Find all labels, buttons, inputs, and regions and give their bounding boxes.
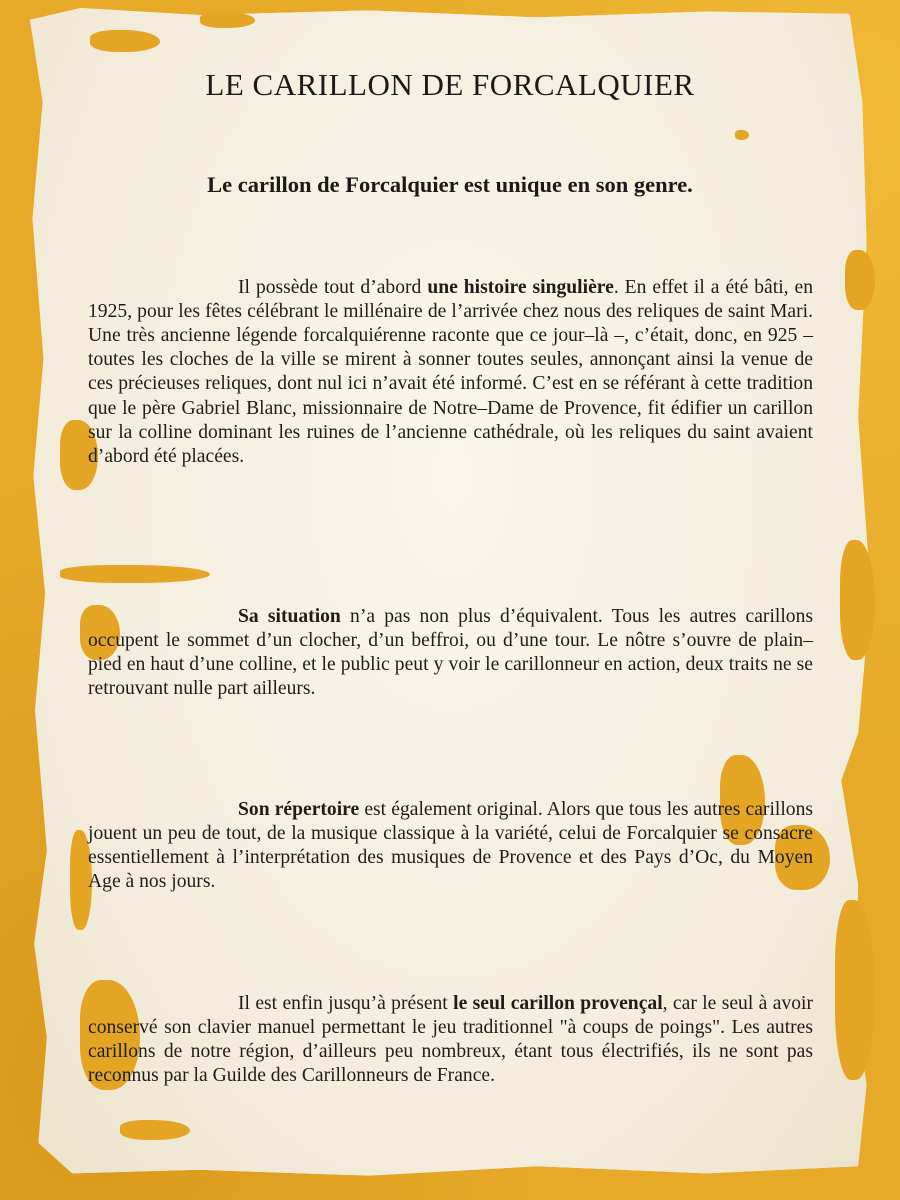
peeled-paper-chip	[845, 250, 875, 310]
peeled-paper-chip	[120, 1120, 190, 1140]
document-subtitle: Le carillon de Forcalquier est unique en son genre.	[207, 172, 693, 197]
paragraph-body: n’a pas non plus d’équivalent. Tous les autres carillons occupent le sommet d’un clocher, d’un beffroi, ou d’une tour. Le nôtre s’ouvre de plain–pied en haut d’une colline, et le public peut y voir le carillonneur en action, deux traits ne se retrouvant nulle part ailleurs.	[88, 605, 814, 700]
paragraph-highlight: une histoire singulière	[427, 276, 614, 298]
paragraph-history	[88, 276, 813, 470]
peeled-paper-chip	[90, 30, 160, 52]
peeled-paper-chip	[200, 12, 255, 28]
paragraph-lead: Il possède tout d’abord	[238, 276, 428, 298]
paragraph-body: . En effet il a été bâti, en 1925, pour les fêtes célébrant le millénaire de l’arrivée chez nous des reliques de saint Mari. Une très ancienne légende forcalquiérenne raconte que ce jour–là –, c’était, donc, en 925 – toutes les cloches de la ville se mirent à sonner toutes seules, annonçant ainsi la venue de ces précieuses reliques, dont nul ici n’avait été informé. C’est en se référant à cette tradition que le père Gabriel Blanc, missionnaire de Notre–Dame de Provence, fit édifier un carillon sur la colline dominant les ruines de l’ancienne cathédrale, où les reliques du saint avaient d’abord été placées.	[88, 276, 814, 468]
paragraph-situation	[88, 605, 813, 702]
paragraph-repertoire	[88, 798, 813, 895]
peeled-paper-chip	[840, 540, 875, 660]
paragraph-body: est également original. Alors que tous les autres carillons jouent un peu de tout, de la musique classique à la variété, celui de Forcalquier se consacre essentiellement à l’interprétation des musiques de Provence et des Pays d’Oc, du Moyen Age à nos jours.	[88, 798, 813, 893]
paragraph-body: , car le seul à avoir conservé son clavier manuel permettant le jeu traditionnel "à coups de poings". Les autres carillons de notre région, d’ailleurs peu nombreux, étant tous électrifiés, ils ne sont pas reconnus par la Guilde des Carillonneurs de France.	[88, 992, 814, 1087]
paragraph-lead: Il est enfin jusqu’à présent	[238, 992, 454, 1014]
paragraph-highlight: le seul carillon provençal	[453, 992, 663, 1014]
peeled-paper-chip	[60, 565, 210, 583]
paragraph-highlight: Sa situation	[238, 605, 341, 627]
paragraph-highlight: Son répertoire	[238, 798, 360, 820]
peeled-paper-chip	[735, 130, 749, 140]
page-title: LE CARILLON DE FORCALQUIER	[205, 66, 695, 102]
paragraph-provencal	[88, 992, 813, 1089]
